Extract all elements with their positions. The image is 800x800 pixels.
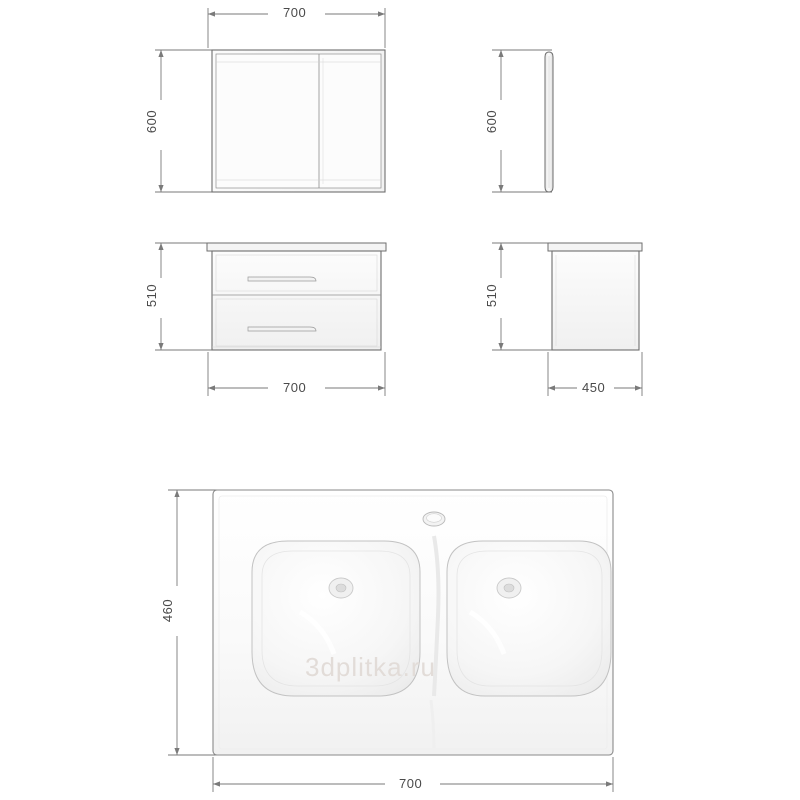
dim-vanity-width-label: 700 — [283, 380, 307, 395]
watermark-text: 3dplitka.ru — [305, 652, 436, 682]
dim-basin-width-label: 700 — [399, 776, 423, 791]
view-vanity-side — [548, 243, 642, 350]
dim-vanity-height-label: 510 — [144, 283, 160, 308]
dim-vanity-depth-label: 450 — [582, 380, 606, 395]
view-mirror-cabinet-side — [545, 52, 553, 192]
view-vanity-front — [207, 243, 386, 350]
dim-basin-depth-label: 460 — [160, 598, 176, 623]
view-mirror-cabinet-front — [212, 50, 385, 192]
dim-vanity-side-height-label: 510 — [484, 283, 500, 308]
basin-bowl-right — [447, 541, 611, 696]
dim-mirror-width-label: 700 — [283, 5, 307, 20]
dim-mirror-side-height-label: 600 — [484, 109, 500, 134]
dim-mirror-height-label: 600 — [144, 109, 160, 134]
view-basin-top — [213, 490, 613, 755]
